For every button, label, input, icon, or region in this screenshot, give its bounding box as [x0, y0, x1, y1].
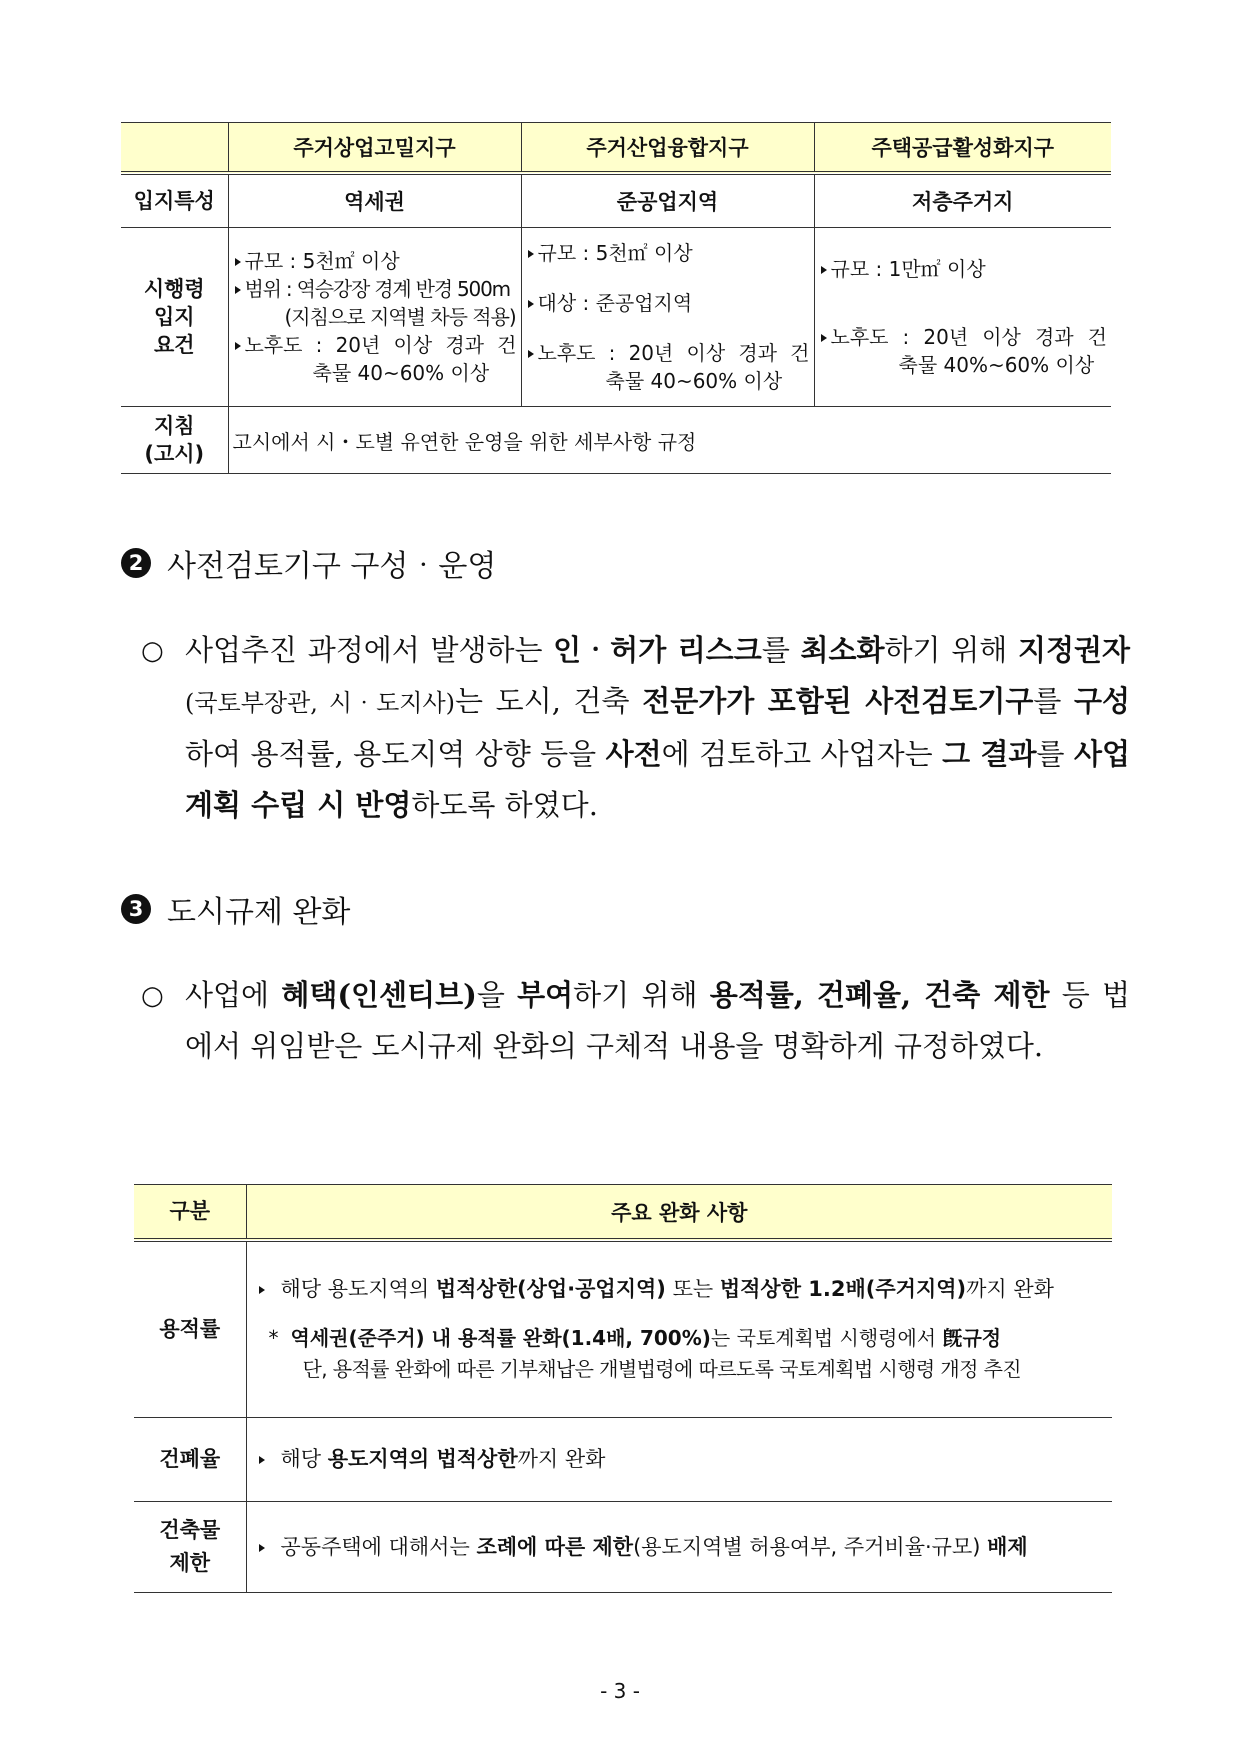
table-row: [134, 1502, 1112, 1593]
list-item: 해당 용도지역의 법적상한(상업·공업지역) 또는 법적상한 1.2배(주거지역)까지 완화: [257, 1274, 1109, 1305]
row-label-building-limit: 건축물 제한: [134, 1502, 246, 1593]
paragraph-bullet: ○: [141, 636, 164, 666]
header-main-items: 주요 완화 사항: [246, 1185, 1112, 1241]
list-item-cont: (지침으로 지역별 차등 적용): [284, 305, 516, 329]
list-item: 범위 : 역승강장 경계 반경 500m: [233, 275, 517, 303]
cell-requirements-1: [228, 228, 521, 407]
list-item: 규모 : 5천㎡ 이상: [526, 239, 810, 267]
table-row: [134, 1240, 1112, 1418]
cell-guide-text: 고시에서 시・도별 유연한 운영을 위한 세부사항 규정: [228, 407, 1111, 474]
deregulation-table: [134, 1184, 1112, 1593]
row-label-location: 입지특성: [121, 173, 228, 228]
table-row: [121, 407, 1111, 474]
header-residential-industrial: 주거산업융합지구: [521, 123, 814, 174]
cell-requirements-2: [521, 228, 814, 407]
table-header-row: [134, 1185, 1112, 1241]
list-item: 공동주택에 대해서는 조례에 따른 제한(용도지역별 허용여부, 주거비율·규모) 배제: [257, 1532, 1109, 1563]
list-item-cont: 축물 40~60% 이상: [312, 361, 490, 385]
table-row: [121, 173, 1111, 228]
footnote: * 역세권(준주거) 내 용적률 완화(1.4배, 700%)는 국토계획법 시행령에서 旣규정 단, 용적률 완화에 따른 기부채납은 개별법령에 따르도록 국토계획법 시행령 개정 추진: [268, 1326, 1022, 1381]
row-label-bcr: 건폐율: [134, 1418, 246, 1502]
row-label-far: 용적률: [134, 1240, 246, 1418]
table-row: [134, 1418, 1112, 1502]
header-category: 구분: [134, 1185, 246, 1241]
list-item-cont: 축물 40~60% 이상: [605, 369, 783, 393]
paragraph-section2: 사업추진 과정에서 발생하는 인‧허가 리스크를 최소화하기 위해 지정권자(국토부장관, 시‧도지사)는 도시, 건축 전문가가 포함된 사전검토기구를 구성하여 용적률, 용도지역 상향 등을 사전에 검토하고 사업자는 그 결과를 사업계획 수립 시 반영하도록 하였다.: [185, 633, 1131, 822]
table-header-row: [121, 123, 1111, 174]
cell-bcr: [246, 1418, 1112, 1502]
list-item: 규모 : 1만㎡ 이상: [819, 255, 1108, 283]
row-label-guide: 지침 (고시): [121, 407, 228, 474]
district-requirements-table: [121, 122, 1111, 474]
list-item: 규모 : 5천㎡ 이상: [233, 247, 517, 275]
row-label-requirements: 시행령 입지 요건: [121, 228, 228, 407]
section-heading-2: [121, 541, 496, 585]
paragraph-section3: 사업에 혜택(인센티브)을 부여하기 위해 용적률, 건폐율, 건축 제한 등 법에서 위임받은 도시규제 완화의 구체적 내용을 명확하게 규정하였다.: [185, 978, 1131, 1063]
list-item: 노후도 : 20년 이상 경과 건: [233, 331, 517, 359]
section-number-badge: 3: [121, 894, 151, 924]
list-item: 노후도 : 20년 이상 경과 건: [526, 339, 810, 367]
section-number-badge: 2: [121, 548, 151, 578]
section-title: 도시규제 완화: [167, 895, 351, 930]
cell-building-limit: [246, 1502, 1112, 1593]
list-item: 대상 : 준공업지역: [526, 289, 810, 317]
paragraph-bullet: ○: [141, 981, 164, 1011]
cell-location-3: 저층주거지: [814, 173, 1111, 228]
cell-location-2: 준공업지역: [521, 173, 814, 228]
cell-location-1: 역세권: [228, 173, 521, 228]
list-item: 노후도 : 20년 이상 경과 건: [819, 323, 1108, 351]
cell-requirements-3: [814, 228, 1111, 407]
table-row: [121, 228, 1111, 407]
header-residential-commercial: 주거상업고밀지구: [228, 123, 521, 174]
page-number: - 3 -: [600, 1679, 640, 1703]
header-empty-cell: [121, 123, 228, 174]
section-title: 사전검토기구 구성‧운영: [167, 549, 497, 584]
cell-far: [246, 1240, 1112, 1418]
header-housing-supply: 주택공급활성화지구: [814, 123, 1111, 174]
list-item-cont: 축물 40%~60% 이상: [898, 353, 1095, 377]
list-item: 해당 용도지역의 법적상한까지 완화: [257, 1444, 1109, 1475]
section-heading-3: [121, 887, 350, 931]
